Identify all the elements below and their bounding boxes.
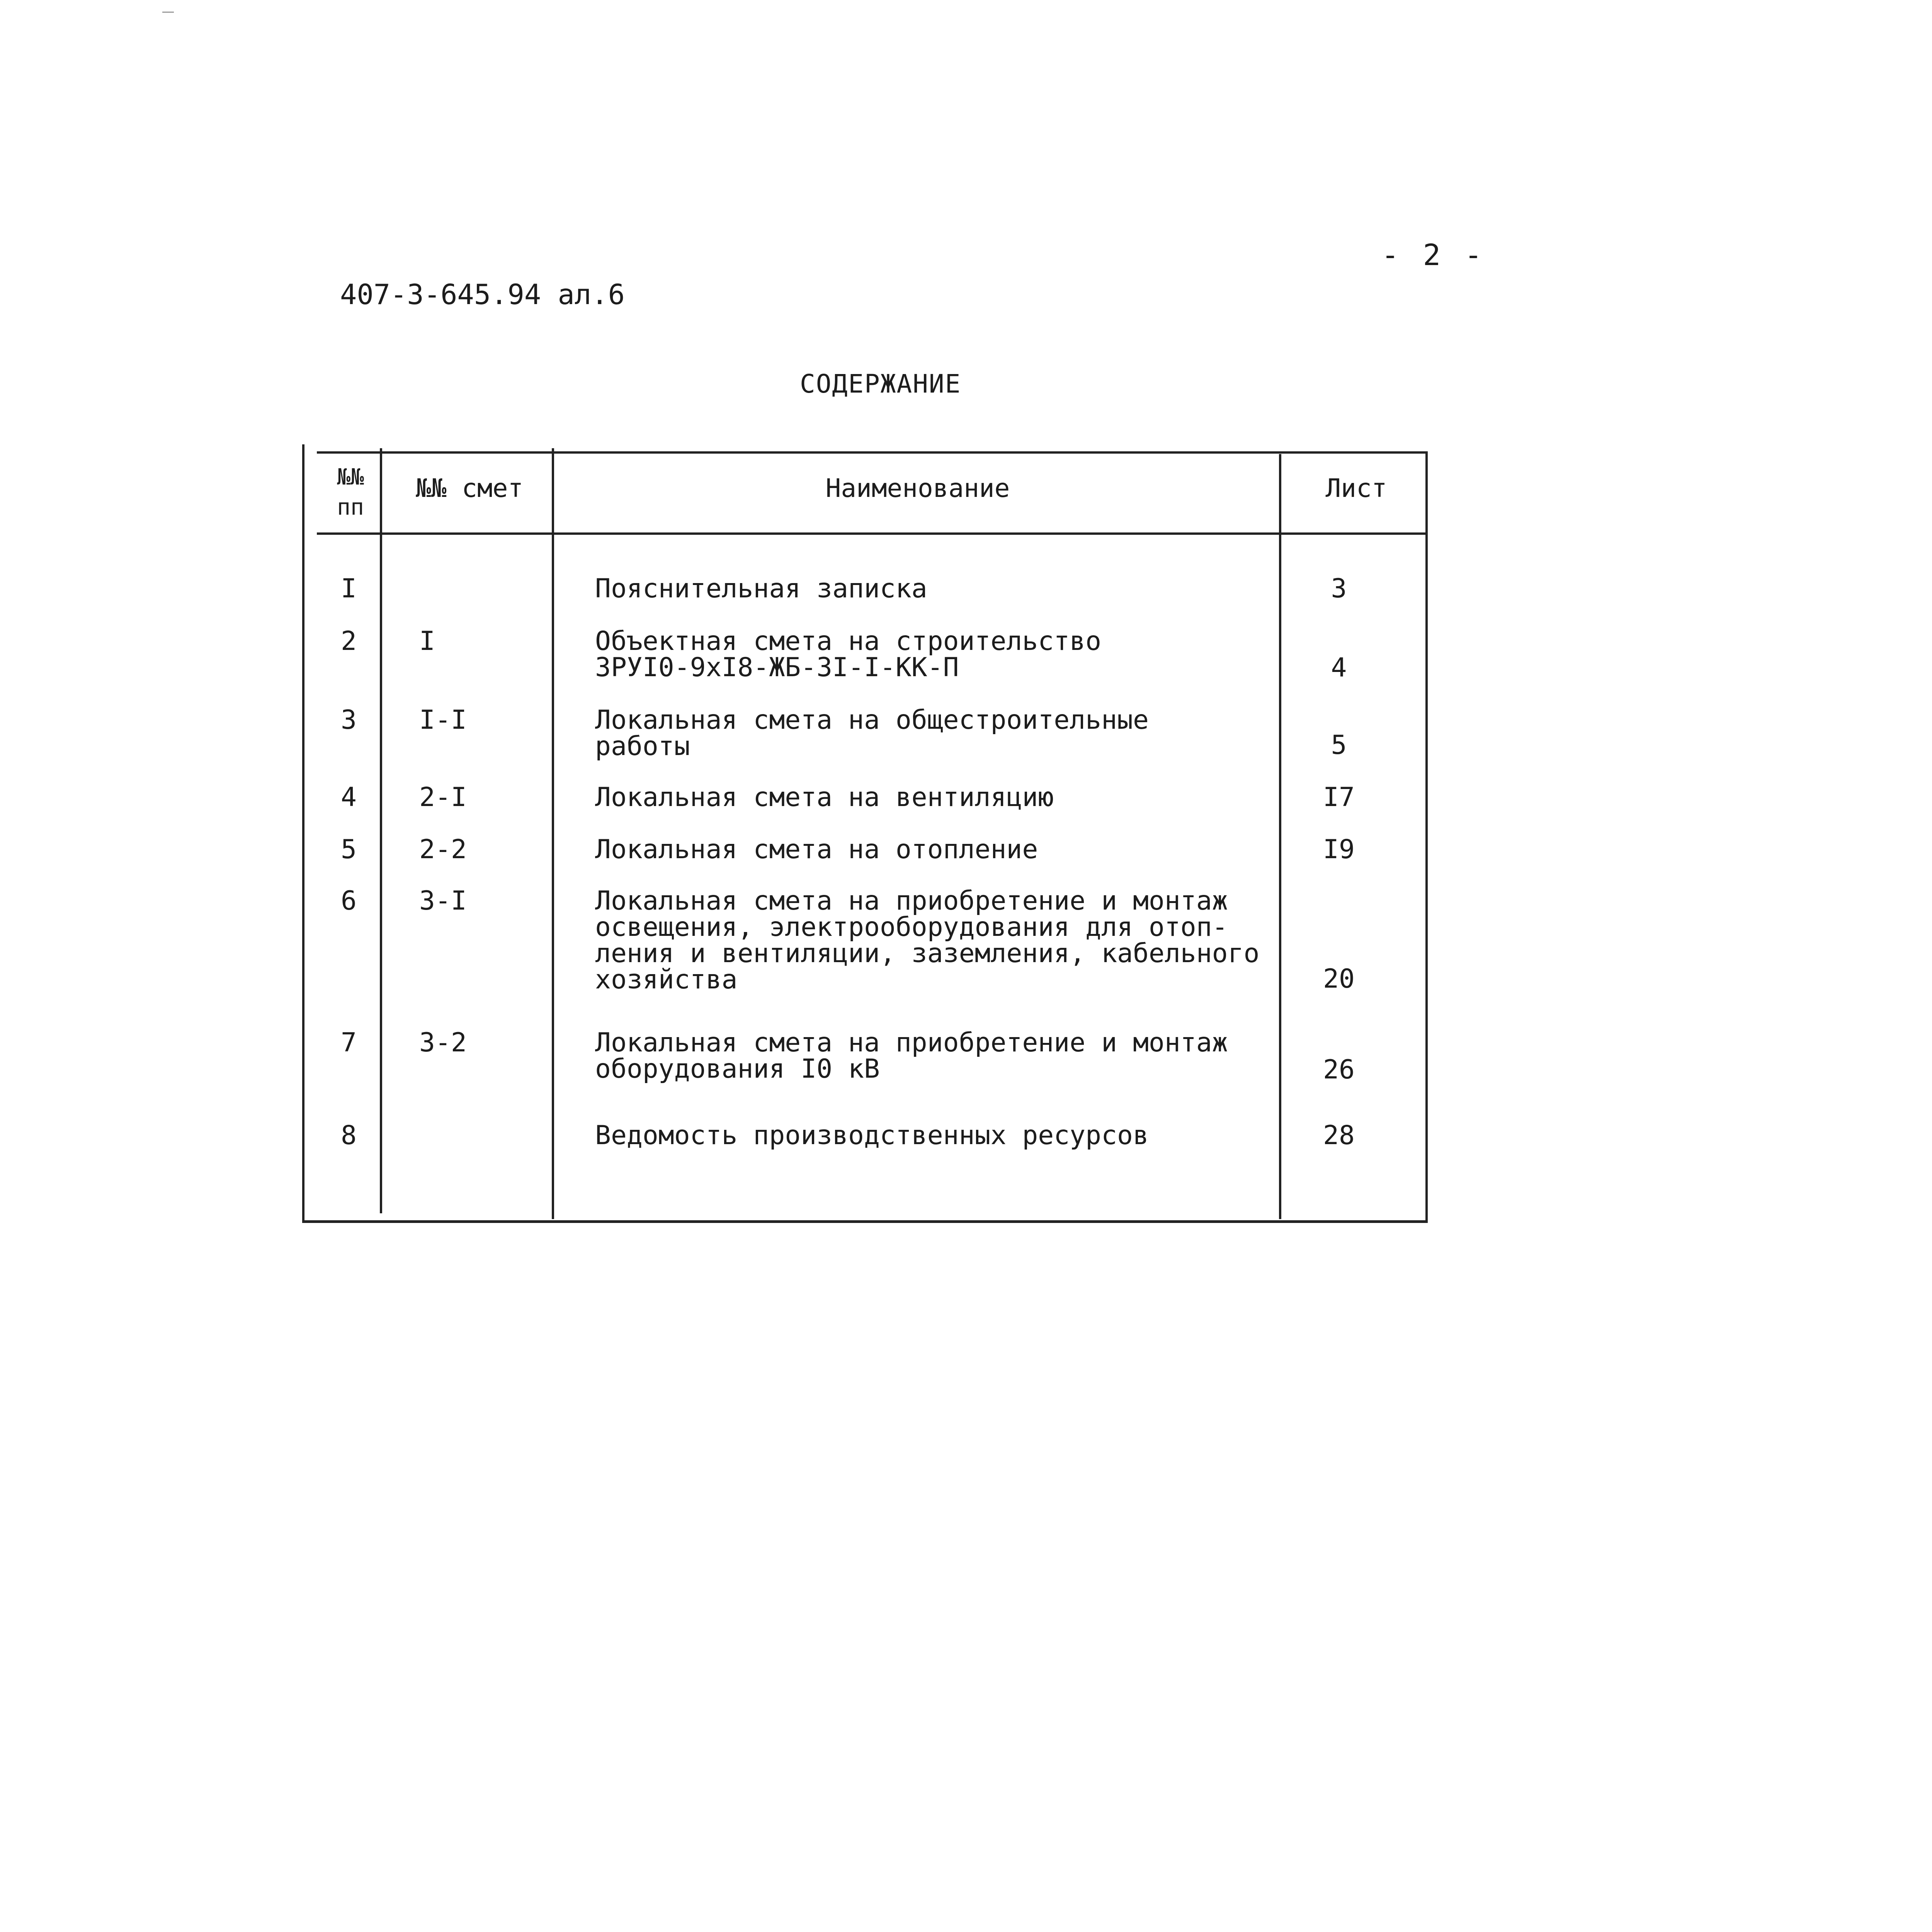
table-right-border	[1425, 451, 1428, 1223]
header-row-number-line2: пп	[337, 494, 364, 520]
row-1-number: I	[341, 573, 357, 604]
page-title: СОДЕРЖАНИЕ	[800, 369, 961, 399]
row-3-estimate: I-I	[419, 705, 467, 735]
table-col-divider-1	[380, 448, 382, 1213]
row-8-number: 8	[341, 1120, 357, 1151]
table-header-divider	[317, 532, 1428, 535]
row-6-number: 6	[341, 886, 357, 916]
row-1-name: Пояснительная записка	[595, 573, 927, 604]
row-8-sheet: 28	[1323, 1120, 1355, 1151]
row-4-sheet: I7	[1323, 782, 1355, 813]
table-col-divider-2	[552, 448, 554, 1219]
row-5-number: 5	[341, 834, 357, 865]
page-number: - 2 -	[1381, 238, 1485, 272]
row-1-sheet: 3	[1331, 573, 1347, 604]
row-7-number: 7	[341, 1027, 357, 1058]
row-7-estimate: 3-2	[419, 1027, 467, 1058]
row-6-estimate: 3-I	[419, 886, 467, 916]
scan-mark	[162, 12, 174, 13]
row-2-name: Объектная смета на строительство ЗРУI0-9хI8-ЖБ-3I-I-КК-П	[595, 626, 1102, 683]
row-2-number: 2	[341, 626, 357, 656]
row-2-estimate: I	[419, 626, 435, 656]
row-6-name: Локальная смета на приобретение и монтаж освещения, электрооборудования для отоп- ления и вентиляции, заземления, кабельного хозяйства	[595, 886, 1260, 995]
row-5-sheet: I9	[1323, 834, 1355, 865]
row-7-sheet: 26	[1323, 1054, 1355, 1085]
row-7-name: Локальная смета на приобретение и монтаж оборудования I0 кВ	[595, 1027, 1228, 1084]
row-4-estimate: 2-I	[419, 782, 467, 813]
row-2-sheet: 4	[1331, 653, 1347, 683]
row-5-name: Локальная смета на отопление	[595, 834, 1038, 865]
header-name: Наименование	[825, 473, 1010, 503]
header-row-number-line1: №№	[337, 464, 364, 490]
table-bottom-border	[302, 1220, 1428, 1223]
table-col-divider-3	[1279, 454, 1281, 1219]
header-estimate-number: №№ смет	[415, 473, 524, 503]
header-sheet: Лист	[1325, 473, 1387, 503]
table-left-border	[302, 444, 304, 1223]
row-4-name: Локальная смета на вентиляцию	[595, 782, 1054, 813]
row-4-number: 4	[341, 782, 357, 813]
row-3-number: 3	[341, 705, 357, 735]
table-top-border	[317, 451, 1428, 454]
row-3-sheet: 5	[1331, 730, 1347, 760]
row-5-estimate: 2-2	[419, 834, 467, 865]
header-row-number	[321, 462, 379, 522]
row-3-name: Локальная смета на общестроительные работы	[595, 705, 1149, 762]
row-6-sheet: 20	[1323, 964, 1355, 994]
row-8-name: Ведомость производственных ресурсов	[595, 1120, 1149, 1151]
document-code: 407-3-645.94 ал.6	[340, 278, 625, 311]
